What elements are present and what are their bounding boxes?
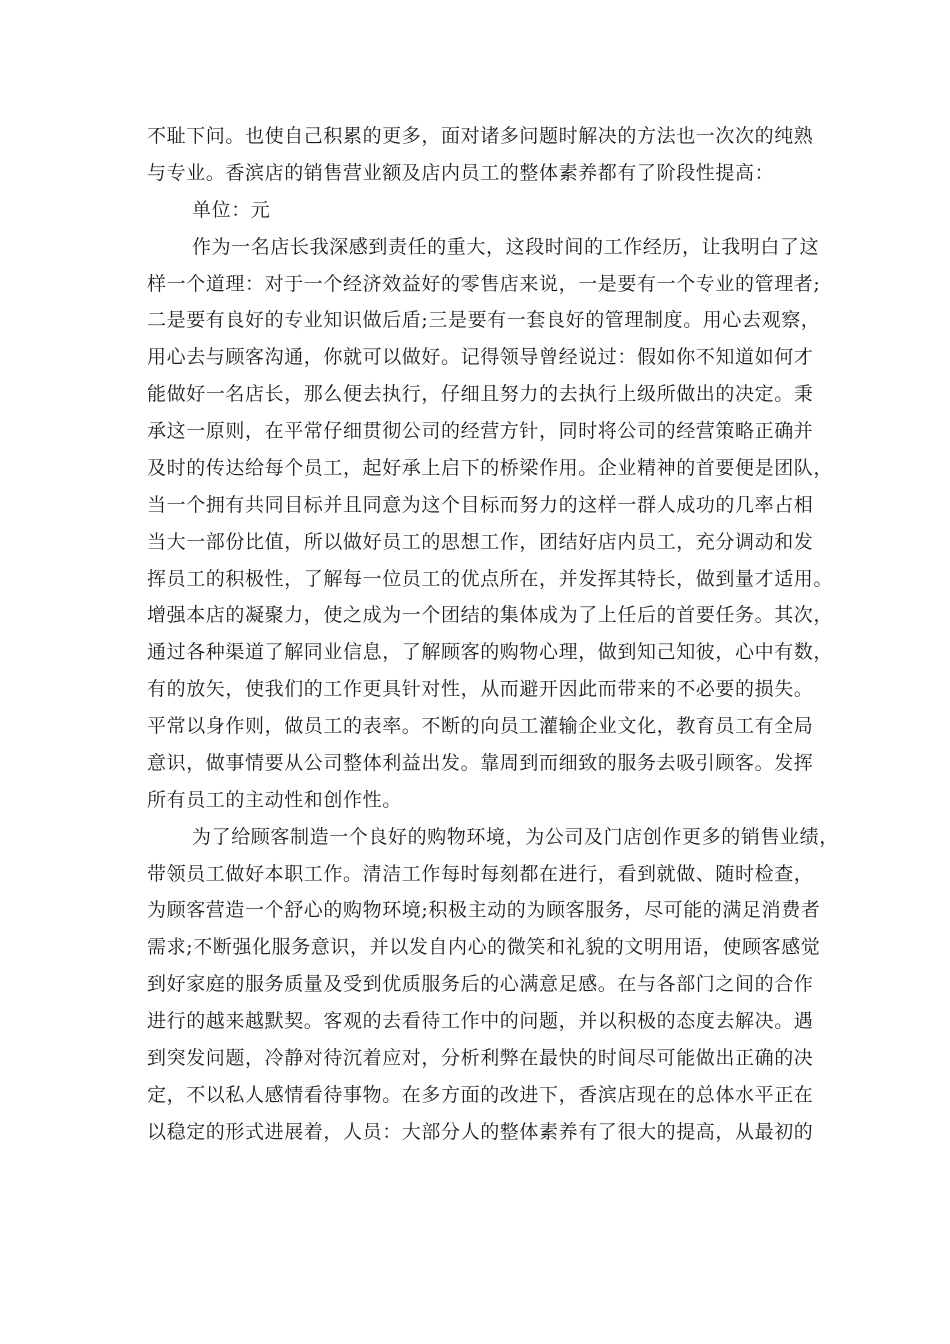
text-line: 平常以身作则，做员工的表率。不断的向员工灌输企业文化，教育员工有全局 — [147, 715, 814, 737]
text-line: 二是要有良好的专业知识做后盾;三是要有一套良好的管理制度。用心去观察， — [147, 309, 821, 331]
text-line: 当一个拥有共同目标并且同意为这个目标而努力的这样一群人成功的几率占相 — [147, 494, 814, 516]
text-line: 通过各种渠道了解同业信息，了解顾客的购物心理，做到知己知彼，心中有数， — [147, 641, 834, 663]
text-line: 以稳定的形式进展着，人员：大部分人的整体素养有了很大的提高，从最初的 — [147, 1121, 814, 1143]
text-line: 到好家庭的服务质量及受到优质服务后的心满意足感。在与各部门之间的合作 — [147, 973, 814, 995]
text-line: 带领员工做好本职工作。清洁工作每时每刻都在进行，看到就做、随时检查， — [147, 863, 814, 885]
text-line: 当大一部份比值，所以做好员工的思想工作，团结好店内员工，充分调动和发 — [147, 531, 814, 553]
text-line: 及时的传达给每个员工，起好承上启下的桥梁作用。企业精神的首要便是团队， — [147, 457, 834, 479]
text-line: 作为一名店长我深感到责任的重大，这段时间的工作经历，让我明白了这 — [192, 236, 820, 258]
text-line: 增强本店的凝聚力，使之成为一个团结的集体成为了上任后的首要任务。其次， — [147, 604, 834, 626]
text-line: 为顾客营造一个舒心的购物环境;积极主动的为顾客服务，尽可能的满足消费者 — [147, 899, 821, 921]
text-line: 承这一原则，在平常仔细贯彻公司的经营方针，同时将公司的经营策略正确并 — [147, 420, 814, 442]
text-line: 能做好一名店长，那么便去执行，仔细且努力的去执行上级所做出的决定。秉 — [147, 383, 814, 405]
text-line: 到突发问题，冷静对待沉着应对，分析利弊在最快的时间尽可能做出正确的决 — [147, 1047, 814, 1069]
unit-label: 单位：元 — [192, 199, 271, 221]
text-line: 为了给顾客制造一个良好的购物环境，为公司及门店创作更多的销售业绩， — [192, 826, 839, 848]
text-line: 与专业。香滨店的销售营业额及店内员工的整体素养都有了阶段性提高： — [147, 162, 775, 184]
text-line: 进行的越来越默契。客观的去看待工作中的问题，并以积极的态度去解决。遇 — [147, 1010, 814, 1032]
text-line: 样一个道理：对于一个经济效益好的零售店来说，一是要有一个专业的管理者; — [147, 273, 821, 295]
text-line: 用心去与顾客沟通，你就可以做好。记得领导曾经说过：假如你不知道如何才 — [147, 346, 814, 368]
text-line: 需求;不断强化服务意识，并以发自内心的微笑和礼貌的文明用语，使顾客感觉 — [147, 936, 821, 958]
text-line: 有的放矢，使我们的工作更具针对性，从而避开因此而带来的不必要的损失。 — [147, 678, 814, 700]
text-line: 挥员工的积极性，了解每一位员工的优点所在，并发挥其特长，做到量才适用。 — [147, 568, 834, 590]
text-line: 不耻下问。也使自己积累的更多，面对诸多问题时解决的方法也一次次的纯熟 — [147, 125, 814, 147]
text-line: 意识，做事情要从公司整体利益出发。靠周到而细致的服务去吸引顾客。发挥 — [147, 752, 814, 774]
text-line: 所有员工的主动性和创作性。 — [147, 789, 402, 811]
text-line: 定，不以私人感情看待事物。在多方面的改进下，香滨店现在的总体水平正在 — [147, 1084, 814, 1106]
